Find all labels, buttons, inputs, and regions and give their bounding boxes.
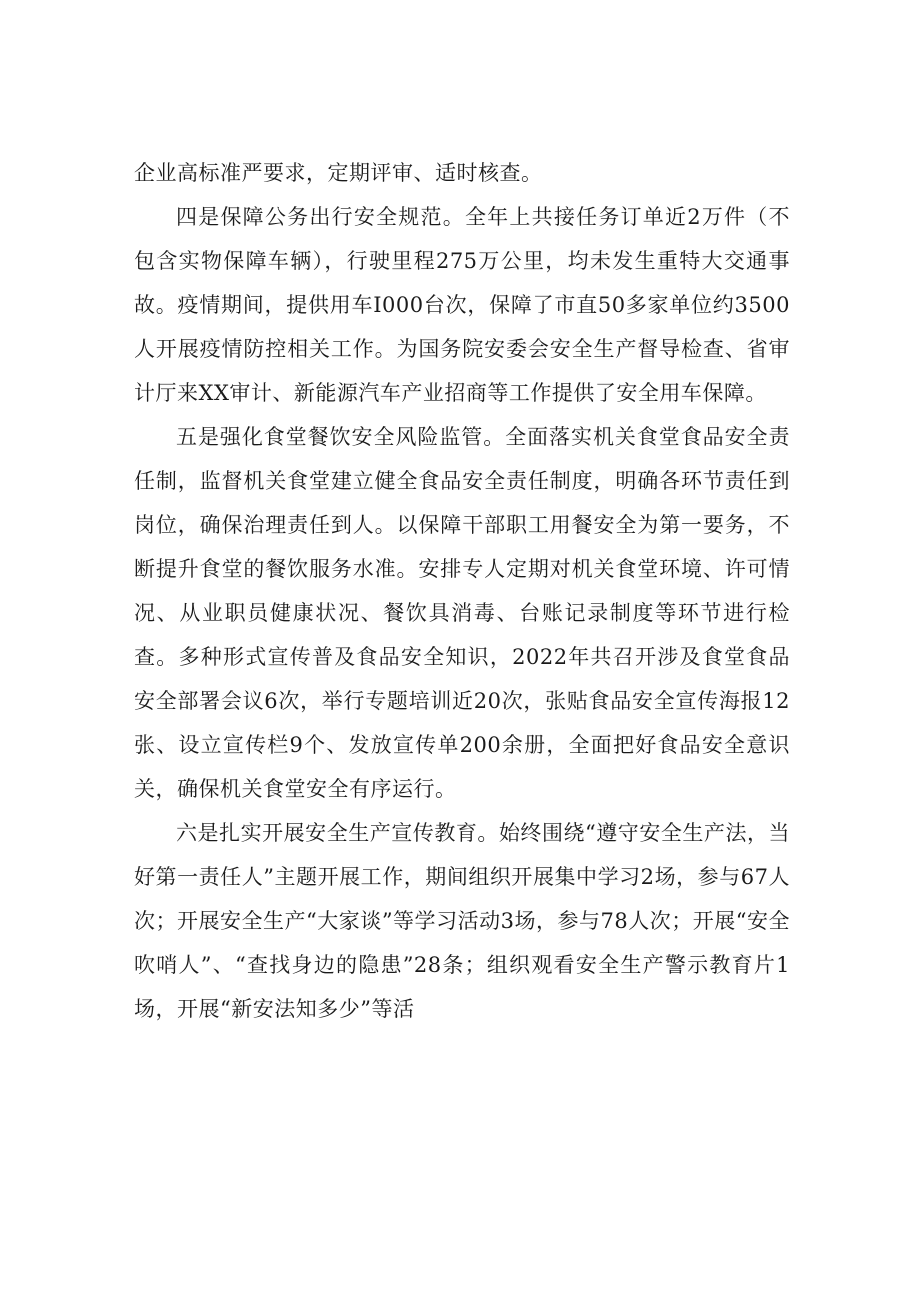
- document-body: [134, 151, 790, 1031]
- paragraph-official-travel-safety: 四是保障公务出行安全规范。全年上共接任务订单近2万件（不包含实物保障车辆），行驶里程275万公里，均未发生重特大交通事故。疫情期间，提供用车I000台次，保障了市直50多家单位约3500人开展疫情防控相关工作。为国务院安委会安全生产督导检查、省审计厅来XX审计、新能源汽车产业招商等工作提供了安全用车保障。: [134, 205, 790, 405]
- paragraph-safety-education: 六是扎实开展安全生产宣传教育。始终围绕“遵守安全生产法，当好第一责任人”主题开展工作，期间组织开展集中学习2场，参与67人次；开展安全生产“大家谈”等学习活动3场，参与78人次；开展“安全吹哨人”、“查找身边的隐患”28条；组织观看安全生产警示教育片1场，开展“新安法知多少”等活: [134, 821, 790, 1021]
- paragraph-canteen-food-safety: 五是强化食堂餐饮安全风险监管。全面落实机关食堂食品安全责任制，监督机关食堂建立健全食品安全责任制度，明确各环节责任到岗位，确保治理责任到人。以保障干部职工用餐安全为第一要务，不断提升食堂的餐饮服务水准。安排专人定期对机关食堂环境、许可情况、从业职员健康状况、餐饮具消毒、台账记录制度等环节进行检查。多种形式宣传普及食品安全知识，2022年共召开涉及食堂食品安全部署会议6次，举行专题培训近20次，张贴食品安全宣传海报12张、设立宣传栏9个、发放宣传单200余册，全面把好食品安全意识关，确保机关食堂安全有序运行。: [134, 425, 790, 801]
- paragraph-continuation: 企业高标准严要求，定期评审、适时核查。: [134, 161, 543, 185]
